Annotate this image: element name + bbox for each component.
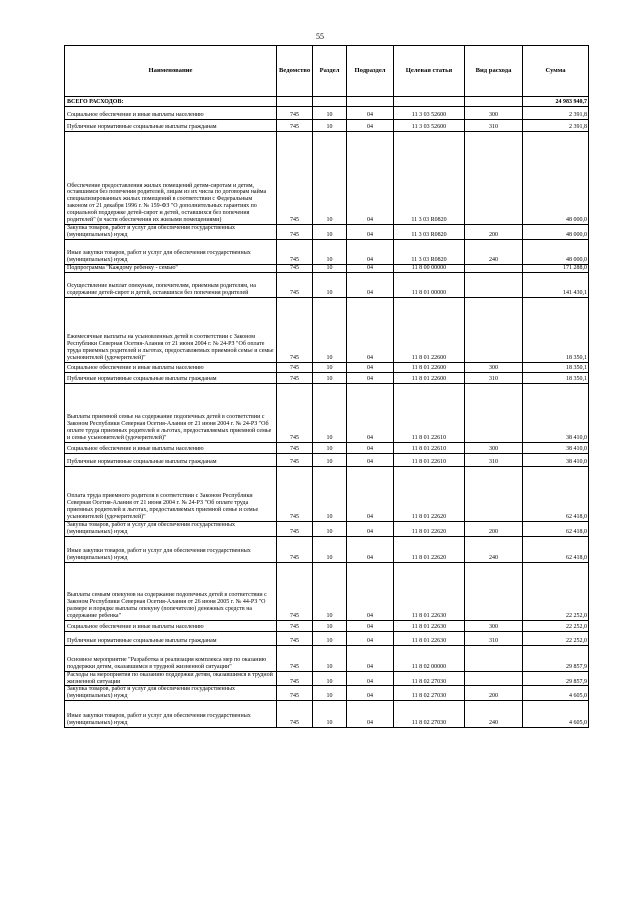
table-body xyxy=(65,97,589,728)
cell-section: 10 xyxy=(313,701,347,728)
cell-ministry: 745 xyxy=(277,107,313,120)
cell-expense-type: 300 xyxy=(465,442,523,453)
cell-section: 10 xyxy=(313,132,347,225)
cell-expense-type: 310 xyxy=(465,372,523,383)
cell-ministry: 745 xyxy=(277,225,313,240)
cell-target-article: 11 8 01 22630 xyxy=(394,562,465,620)
cell-target-article: 11 3 03 52600 xyxy=(394,120,465,132)
cell-target-article: 11 8 01 22620 xyxy=(394,521,465,536)
table-row xyxy=(65,97,589,107)
header-section: Раздел xyxy=(313,46,347,97)
cell-amount: 62 418,0 xyxy=(523,466,589,521)
cell-name: Иные закупки товаров, работ и услуг для обеспечения государственных (муниципальных) нужд xyxy=(65,701,277,728)
cell-subsection: 04 xyxy=(347,272,394,297)
table-row xyxy=(65,671,589,686)
table-row xyxy=(65,562,589,620)
cell-amount: 18 350,1 xyxy=(523,297,589,362)
table-row xyxy=(65,453,589,466)
cell-ministry: 745 xyxy=(277,383,313,442)
table-row xyxy=(65,521,589,536)
cell-subsection: 04 xyxy=(347,562,394,620)
cell-subsection: 04 xyxy=(347,536,394,562)
table-row xyxy=(65,701,589,728)
cell-section: 10 xyxy=(313,107,347,120)
cell-ministry: 745 xyxy=(277,132,313,225)
cell-name: Закупка товаров, работ и услуг для обеспечения государственных (муниципальных) нужд xyxy=(65,521,277,536)
cell-target-article: 11 3 03 R0820 xyxy=(394,225,465,240)
cell-target-article: 11 8 02 27030 xyxy=(394,686,465,701)
cell-section: 10 xyxy=(313,645,347,671)
cell-subsection: 04 xyxy=(347,362,394,372)
cell-ministry xyxy=(277,97,313,107)
cell-subsection: 04 xyxy=(347,671,394,686)
cell-expense-type xyxy=(465,264,523,272)
cell-name: Публичные нормативные социальные выплаты гражданам xyxy=(65,372,277,383)
cell-amount: 22 252,0 xyxy=(523,620,589,631)
cell-target-article: 11 8 01 22620 xyxy=(394,466,465,521)
cell-amount: 2 391,8 xyxy=(523,120,589,132)
table-row xyxy=(65,466,589,521)
cell-ministry: 745 xyxy=(277,686,313,701)
table-row xyxy=(65,686,589,701)
cell-subsection: 04 xyxy=(347,264,394,272)
cell-target-article: 11 8 01 22600 xyxy=(394,297,465,362)
cell-target-article: 11 8 00 00000 xyxy=(394,264,465,272)
table-row xyxy=(65,225,589,240)
cell-section: 10 xyxy=(313,562,347,620)
table-row xyxy=(65,536,589,562)
cell-target-article: 11 8 02 00000 xyxy=(394,645,465,671)
cell-amount: 22 252,0 xyxy=(523,562,589,620)
cell-name: Расходы на мероприятия по оказанию поддержки детям, оказавшимся в трудной жизненной ситуации xyxy=(65,671,277,686)
cell-name: Публичные нормативные социальные выплаты гражданам xyxy=(65,631,277,645)
cell-name: Социальное обеспечение и иные выплаты населению xyxy=(65,442,277,453)
cell-target-article: 11 8 01 22600 xyxy=(394,372,465,383)
cell-name: Основное мероприятие "Разработка и реализация комплекса мер по оказанию поддержки детям, оказавшимся в трудной жизненной ситуации" xyxy=(65,645,277,671)
cell-subsection: 04 xyxy=(347,372,394,383)
cell-expense-type: 240 xyxy=(465,239,523,264)
cell-target-article: 11 8 02 27030 xyxy=(394,671,465,686)
cell-target-article: 11 3 03 R0820 xyxy=(394,239,465,264)
cell-section: 10 xyxy=(313,686,347,701)
cell-target-article: 11 8 01 22630 xyxy=(394,620,465,631)
header-amount: Сумма xyxy=(523,46,589,97)
cell-amount: 29 857,9 xyxy=(523,645,589,671)
cell-amount: 62 418,0 xyxy=(523,536,589,562)
table-row xyxy=(65,132,589,225)
cell-amount: 38 410,0 xyxy=(523,453,589,466)
cell-amount: 4 605,0 xyxy=(523,701,589,728)
cell-expense-type: 240 xyxy=(465,701,523,728)
cell-section: 10 xyxy=(313,239,347,264)
cell-ministry: 745 xyxy=(277,466,313,521)
cell-expense-type xyxy=(465,383,523,442)
cell-expense-type: 310 xyxy=(465,120,523,132)
cell-amount: 2 391,8 xyxy=(523,107,589,120)
cell-ministry: 745 xyxy=(277,701,313,728)
table-row xyxy=(65,620,589,631)
cell-section: 10 xyxy=(313,620,347,631)
table-header-row xyxy=(65,46,589,97)
cell-subsection: 04 xyxy=(347,631,394,645)
cell-ministry: 745 xyxy=(277,631,313,645)
cell-expense-type: 300 xyxy=(465,362,523,372)
table-row xyxy=(65,442,589,453)
cell-ministry: 745 xyxy=(277,264,313,272)
cell-target-article: 11 3 03 52600 xyxy=(394,107,465,120)
cell-section: 10 xyxy=(313,362,347,372)
cell-ministry: 745 xyxy=(277,120,313,132)
cell-target-article: 11 3 03 R0820 xyxy=(394,132,465,225)
cell-name: Подпрограмма "Каждому ребенку - семью" xyxy=(65,264,277,272)
cell-name: ВСЕГО РАСХОДОВ: xyxy=(65,97,277,107)
cell-expense-type: 200 xyxy=(465,225,523,240)
cell-target-article: 11 8 02 27030 xyxy=(394,701,465,728)
cell-amount: 141 430,1 xyxy=(523,272,589,297)
cell-target-article: 11 8 01 22610 xyxy=(394,442,465,453)
cell-name: Выплаты приемной семье на содержание подопечных детей в соответствии с Законом Республики Северная Осетия-Алания от 21 июня 2004 г. № 24-РЗ "Об оплате труда приемных родителей и льготах, предоставляемых приемной семье и семье усыновителей (удочерителей)" xyxy=(65,383,277,442)
cell-amount: 4 605,0 xyxy=(523,686,589,701)
cell-section: 10 xyxy=(313,671,347,686)
header-expense-type: Вид расхода xyxy=(465,46,523,97)
cell-target-article: 11 8 01 22620 xyxy=(394,536,465,562)
cell-subsection: 04 xyxy=(347,132,394,225)
cell-expense-type: 240 xyxy=(465,536,523,562)
cell-expense-type: 310 xyxy=(465,631,523,645)
cell-amount: 18 350,1 xyxy=(523,362,589,372)
cell-section: 10 xyxy=(313,466,347,521)
cell-subsection: 04 xyxy=(347,383,394,442)
cell-section: 10 xyxy=(313,372,347,383)
table-row xyxy=(65,120,589,132)
cell-ministry: 745 xyxy=(277,562,313,620)
cell-name: Публичные нормативные социальные выплаты гражданам xyxy=(65,453,277,466)
cell-section: 10 xyxy=(313,442,347,453)
cell-amount: 62 418,0 xyxy=(523,521,589,536)
cell-name: Публичные нормативные социальные выплаты гражданам xyxy=(65,120,277,132)
table-row xyxy=(65,645,589,671)
page-number: 55 xyxy=(316,32,324,41)
cell-amount: 48 000,0 xyxy=(523,132,589,225)
header-name: Наименование xyxy=(65,46,277,97)
cell-subsection: 04 xyxy=(347,701,394,728)
cell-target-article: 11 8 01 00000 xyxy=(394,272,465,297)
cell-name: Закупка товаров, работ и услуг для обеспечения государственных (муниципальных) нужд xyxy=(65,686,277,701)
cell-ministry: 745 xyxy=(277,239,313,264)
cell-subsection: 04 xyxy=(347,466,394,521)
cell-subsection: 04 xyxy=(347,686,394,701)
cell-ministry: 745 xyxy=(277,272,313,297)
budget-table xyxy=(64,45,589,728)
cell-amount: 24 983 940,7 xyxy=(523,97,589,107)
cell-amount: 48 000,0 xyxy=(523,239,589,264)
cell-name: Обеспечение предоставления жилых помещений детям-сиротам и детям, оставшимся без попечения родителей, лицам из их числа по договорам найма специализированных жилых помещений в соответствии с Федеральным законом от 21 декабря 1996 г. № 159-ФЗ "О дополнительных гарантиях по социальной поддержке детей-сирот и детей, оставшихся без попечения родителей" (в части обеспечения их жилыми помещениями) xyxy=(65,132,277,225)
cell-ministry: 745 xyxy=(277,362,313,372)
cell-subsection: 04 xyxy=(347,225,394,240)
cell-expense-type: 300 xyxy=(465,620,523,631)
cell-expense-type: 200 xyxy=(465,686,523,701)
cell-ministry: 745 xyxy=(277,671,313,686)
cell-subsection: 04 xyxy=(347,239,394,264)
cell-subsection: 04 xyxy=(347,120,394,132)
cell-expense-type xyxy=(465,272,523,297)
cell-amount: 18 350,1 xyxy=(523,372,589,383)
cell-subsection: 04 xyxy=(347,107,394,120)
cell-section xyxy=(313,97,347,107)
cell-ministry: 745 xyxy=(277,442,313,453)
cell-ministry: 745 xyxy=(277,536,313,562)
cell-target-article: 11 8 01 22610 xyxy=(394,383,465,442)
cell-section: 10 xyxy=(313,225,347,240)
cell-section: 10 xyxy=(313,453,347,466)
cell-subsection xyxy=(347,97,394,107)
cell-subsection: 04 xyxy=(347,453,394,466)
cell-section: 10 xyxy=(313,120,347,132)
cell-name: Оплата труда приемного родителя в соответствии с Законом Республики Северная Осетия-Алания от 21 июня 2004 г. № 24-РЗ "Об оплате труда приемных родителей и льготах, предоставляемых приемной семье и семье усыновителей (удочерителей)" xyxy=(65,466,277,521)
cell-expense-type xyxy=(465,297,523,362)
cell-ministry: 745 xyxy=(277,521,313,536)
cell-section: 10 xyxy=(313,631,347,645)
cell-target-article: 11 8 01 22600 xyxy=(394,362,465,372)
cell-amount: 38 410,0 xyxy=(523,383,589,442)
table-row xyxy=(65,362,589,372)
table-row xyxy=(65,383,589,442)
table-row xyxy=(65,107,589,120)
cell-subsection: 04 xyxy=(347,620,394,631)
cell-section: 10 xyxy=(313,536,347,562)
cell-section: 10 xyxy=(313,264,347,272)
cell-subsection: 04 xyxy=(347,521,394,536)
cell-name: Социальное обеспечение и иные выплаты населению xyxy=(65,107,277,120)
cell-target-article: 11 8 01 22630 xyxy=(394,631,465,645)
cell-expense-type: 310 xyxy=(465,453,523,466)
cell-name: Социальное обеспечение и иные выплаты населению xyxy=(65,362,277,372)
cell-expense-type xyxy=(465,562,523,620)
cell-name: Закупка товаров, работ и услуг для обеспечения государственных (муниципальных) нужд xyxy=(65,225,277,240)
cell-amount: 22 252,0 xyxy=(523,631,589,645)
table-row xyxy=(65,264,589,272)
cell-amount: 29 857,9 xyxy=(523,671,589,686)
cell-ministry: 745 xyxy=(277,620,313,631)
cell-ministry: 745 xyxy=(277,645,313,671)
cell-name: Иные закупки товаров, работ и услуг для обеспечения государственных (муниципальных) нужд xyxy=(65,239,277,264)
cell-expense-type xyxy=(465,132,523,225)
header-target-article: Целевая статья xyxy=(394,46,465,97)
cell-subsection: 04 xyxy=(347,442,394,453)
cell-amount: 171 288,0 xyxy=(523,264,589,272)
table-row xyxy=(65,239,589,264)
cell-expense-type: 300 xyxy=(465,107,523,120)
cell-ministry: 745 xyxy=(277,297,313,362)
cell-section: 10 xyxy=(313,272,347,297)
cell-name: Социальное обеспечение и иные выплаты населению xyxy=(65,620,277,631)
cell-ministry: 745 xyxy=(277,453,313,466)
table-row xyxy=(65,631,589,645)
cell-subsection: 04 xyxy=(347,645,394,671)
cell-section: 10 xyxy=(313,297,347,362)
cell-subsection: 04 xyxy=(347,297,394,362)
table-row xyxy=(65,272,589,297)
header-subsection: Подраздел xyxy=(347,46,394,97)
table-row xyxy=(65,297,589,362)
cell-expense-type xyxy=(465,97,523,107)
cell-amount: 48 000,0 xyxy=(523,225,589,240)
cell-expense-type xyxy=(465,466,523,521)
cell-name: Ежемесячные выплаты на усыновленных детей в соответствии с Законом Республики Северная Осетия-Алания от 21 июня 2004 г. № 24-РЗ "Об оплате труда приемных родителей и льготах, предоставляемых приемной семье и семье усыновителей (удочерителей)" xyxy=(65,297,277,362)
cell-name: Иные закупки товаров, работ и услуг для обеспечения государственных (муниципальных) нужд xyxy=(65,536,277,562)
cell-section: 10 xyxy=(313,383,347,442)
cell-amount: 38 410,0 xyxy=(523,442,589,453)
cell-target-article xyxy=(394,97,465,107)
cell-name: Осуществление выплат опекунам, попечителям, приемным родителям, на содержание детей-сирот и детей, оставшихся без попечения родителей xyxy=(65,272,277,297)
cell-expense-type: 200 xyxy=(465,521,523,536)
cell-section: 10 xyxy=(313,521,347,536)
cell-name: Выплаты семьям опекунов на содержание подопечных детей в соответствии с Законом Республики Северная Осетия-Алания от 26 июня 2005 г. № 44-РЗ "О размере и порядке выплаты опекуну (попечителю) денежных средств на содержание ребенка" xyxy=(65,562,277,620)
cell-expense-type xyxy=(465,645,523,671)
header-ministry: Ведомство xyxy=(277,46,313,97)
cell-target-article: 11 8 01 22610 xyxy=(394,453,465,466)
table-row xyxy=(65,372,589,383)
cell-ministry: 745 xyxy=(277,372,313,383)
cell-expense-type xyxy=(465,671,523,686)
